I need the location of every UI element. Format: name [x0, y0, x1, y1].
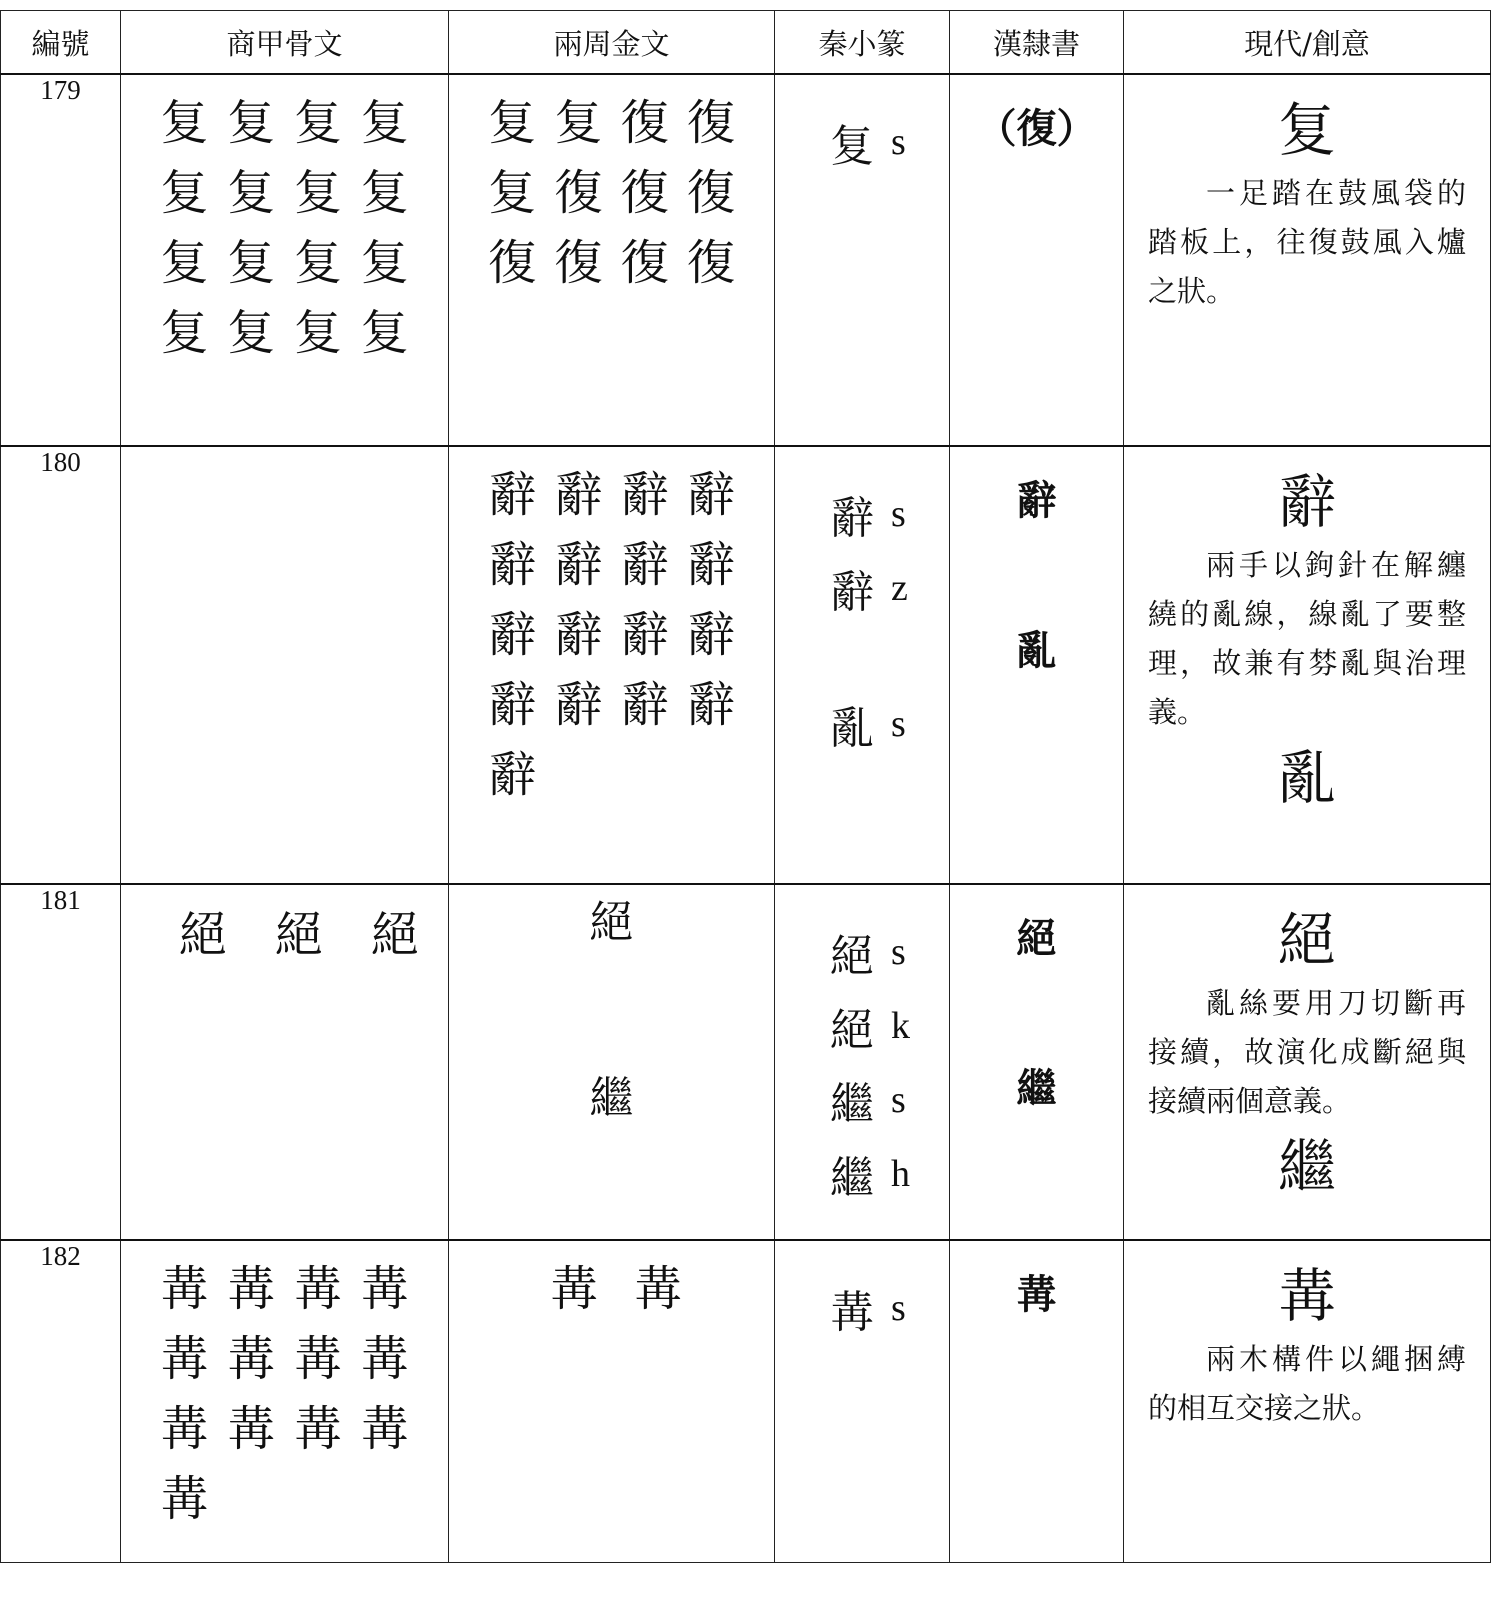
- table-row: [1, 1240, 1491, 1562]
- oracle-glyph: 复: [360, 95, 409, 151]
- seal-item: [823, 105, 949, 179]
- table-row: [1, 74, 1491, 446]
- oracle-glyph: 复: [360, 165, 409, 221]
- seal-source-tag: k: [891, 1005, 910, 1047]
- bronze-glyph: 復: [620, 95, 669, 151]
- bronze-glyph: 冓: [633, 1261, 682, 1317]
- character-evolution-table: [0, 10, 1491, 1563]
- character-explanation: 兩手以鉤針在解纏繞的亂線，線亂了要整理，故兼有棼亂與治理義。: [1148, 548, 1466, 729]
- clerical-glyph: 亂: [1016, 627, 1057, 674]
- entry-number: 179: [1, 74, 121, 446]
- seal-source-tag: s: [891, 1079, 906, 1121]
- seal-item: [823, 551, 949, 625]
- bronze-glyph: 繼: [589, 1073, 634, 1124]
- seal-glyph: 亂: [830, 703, 874, 754]
- seal-item: [823, 1137, 949, 1211]
- clerical-glyph: 絕: [1016, 915, 1057, 962]
- modern-char: 复: [1277, 96, 1336, 164]
- seal-item: [823, 687, 949, 761]
- oracle-glyph: 冓: [360, 1331, 409, 1387]
- bronze-glyph: 復: [620, 235, 669, 291]
- oracle-glyph: 冓: [293, 1401, 342, 1457]
- oracle-cell: [121, 74, 449, 446]
- header-number: 編號: [1, 11, 121, 75]
- oracle-glyph: 冓: [160, 1331, 209, 1387]
- seal-glyph: 复: [830, 121, 874, 172]
- modern-char: 絕: [1277, 906, 1336, 974]
- bronze-glyph: 辭: [686, 677, 735, 733]
- seal-glyph: 辭: [830, 493, 874, 544]
- bronze-glyph: 復: [554, 235, 603, 291]
- seal-glyph: 繼: [830, 1079, 874, 1130]
- oracle-glyph: 复: [293, 95, 342, 151]
- oracle-cell: [121, 884, 449, 1240]
- seal-source-tag: z: [891, 567, 908, 609]
- bronze-glyph: 辭: [554, 467, 603, 523]
- clerical-cell: [950, 884, 1124, 1240]
- clerical-cell: [950, 446, 1124, 884]
- seal-glyph: 辭: [830, 567, 874, 618]
- oracle-glyph: 复: [160, 95, 209, 151]
- oracle-glyph: 复: [160, 235, 209, 291]
- seal-source-tag: s: [891, 121, 906, 163]
- oracle-glyph: 复: [227, 95, 276, 151]
- bronze-glyph: 辭: [488, 677, 537, 733]
- oracle-glyph: 冓: [227, 1401, 276, 1457]
- oracle-glyph: 复: [360, 305, 409, 361]
- header-modern: 現代/創意: [1124, 11, 1491, 75]
- bronze-cell: [449, 1240, 775, 1562]
- bronze-glyph: 復: [620, 165, 669, 221]
- modern-char: 亂: [1277, 744, 1336, 812]
- seal-glyph: 絕: [830, 931, 874, 982]
- seal-item: [823, 915, 949, 989]
- bronze-glyph: 辭: [554, 537, 603, 593]
- seal-source-tag: s: [891, 493, 906, 535]
- oracle-glyph: 冓: [160, 1401, 209, 1457]
- entry-number: 180: [1, 446, 121, 884]
- modern-cell: [1124, 884, 1491, 1240]
- table-row: [1, 884, 1491, 1240]
- oracle-cell: [121, 1240, 449, 1562]
- seal-item: [823, 1063, 949, 1137]
- bronze-glyph: 辭: [620, 677, 669, 733]
- bronze-glyph: 復: [686, 165, 735, 221]
- bronze-glyph: 辭: [554, 607, 603, 663]
- bronze-glyph: 辭: [488, 537, 537, 593]
- oracle-glyph: 絕: [178, 907, 227, 963]
- modern-cell: [1124, 446, 1491, 884]
- bronze-glyph: 冓: [549, 1261, 598, 1317]
- clerical-cell: [950, 74, 1124, 446]
- character-explanation: 一足踏在鼓風袋的踏板上，往復鼓風入爐之狀。: [1148, 176, 1466, 308]
- modern-char: 辭: [1277, 468, 1336, 536]
- bronze-glyph: 辭: [488, 607, 537, 663]
- bronze-glyph: 復: [686, 95, 735, 151]
- oracle-glyph: 复: [227, 305, 276, 361]
- bronze-glyph: 絕: [589, 897, 634, 948]
- bronze-glyph: 复: [488, 165, 537, 221]
- bronze-cell: [449, 446, 775, 884]
- entry-number: 182: [1, 1240, 121, 1562]
- bronze-cell: [449, 74, 775, 446]
- oracle-glyph: 絕: [274, 907, 323, 963]
- oracle-glyph: 冓: [160, 1471, 209, 1527]
- seal-glyph: 冓: [830, 1287, 874, 1338]
- header-bronze: 兩周金文: [449, 11, 775, 75]
- seal-cell: [775, 74, 950, 446]
- oracle-glyph: 复: [293, 165, 342, 221]
- modern-cell: [1124, 1240, 1491, 1562]
- modern-char: 冓: [1277, 1262, 1336, 1330]
- clerical-glyph: （復）: [976, 105, 1097, 152]
- bronze-glyph: 復: [554, 165, 603, 221]
- seal-glyph: 繼: [830, 1153, 874, 1204]
- bronze-glyph: 辭: [488, 467, 537, 523]
- seal-source-tag: h: [891, 1153, 910, 1195]
- header-row: [1, 11, 1491, 75]
- character-explanation: 兩木構件以繩捆縛的相互交接之狀。: [1148, 1342, 1466, 1425]
- clerical-cell: [950, 1240, 1124, 1562]
- bronze-glyph: 复: [554, 95, 603, 151]
- bronze-glyph: 辭: [620, 537, 669, 593]
- oracle-glyph: 冓: [160, 1261, 209, 1317]
- seal-cell: [775, 1240, 950, 1562]
- clerical-glyph: 辭: [1016, 477, 1057, 524]
- seal-item: [823, 477, 949, 551]
- bronze-glyph: 辭: [620, 607, 669, 663]
- seal-cell: [775, 446, 950, 884]
- oracle-cell: [121, 446, 449, 884]
- bronze-glyph: 辭: [686, 467, 735, 523]
- seal-cell: [775, 884, 950, 1240]
- character-explanation: 亂絲要用刀切斷再接續，故演化成斷絕與接續兩個意義。: [1148, 986, 1466, 1118]
- bronze-glyph: 辭: [620, 467, 669, 523]
- clerical-glyph: 冓: [1016, 1271, 1057, 1318]
- oracle-glyph: 冓: [227, 1261, 276, 1317]
- oracle-glyph: 冓: [293, 1331, 342, 1387]
- seal-source-tag: s: [891, 931, 906, 973]
- oracle-glyph: 复: [160, 305, 209, 361]
- oracle-glyph: 复: [160, 165, 209, 221]
- entry-number: 181: [1, 884, 121, 1240]
- table-row: [1, 446, 1491, 884]
- oracle-glyph: 复: [360, 235, 409, 291]
- oracle-glyph: 冓: [360, 1261, 409, 1317]
- bronze-glyph: 復: [686, 235, 735, 291]
- oracle-glyph: 复: [293, 235, 342, 291]
- oracle-glyph: 复: [293, 305, 342, 361]
- oracle-glyph: 絕: [370, 907, 419, 963]
- oracle-glyph: 复: [227, 165, 276, 221]
- bronze-glyph: 辭: [686, 607, 735, 663]
- bronze-glyph: 复: [488, 95, 537, 151]
- bronze-glyph: 辭: [686, 537, 735, 593]
- oracle-glyph: 冓: [360, 1401, 409, 1457]
- header-oracle-bone: 商甲骨文: [121, 11, 449, 75]
- oracle-glyph: 冓: [293, 1261, 342, 1317]
- modern-char: 繼: [1277, 1133, 1336, 1201]
- seal-source-tag: s: [891, 703, 906, 745]
- clerical-glyph: 繼: [1016, 1065, 1057, 1112]
- modern-cell: [1124, 74, 1491, 446]
- bronze-glyph: 辭: [554, 677, 603, 733]
- header-clerical: 漢隸書: [950, 11, 1124, 75]
- bronze-glyph: 復: [488, 235, 537, 291]
- seal-source-tag: s: [891, 1287, 906, 1329]
- oracle-glyph: 复: [227, 235, 276, 291]
- header-small-seal: 秦小篆: [775, 11, 950, 75]
- oracle-glyph: 冓: [227, 1331, 276, 1387]
- bronze-glyph: 辭: [488, 747, 537, 803]
- seal-item: [823, 1271, 949, 1345]
- bronze-cell: [449, 884, 775, 1240]
- seal-glyph: 絕: [830, 1005, 874, 1056]
- seal-item: [823, 989, 949, 1063]
